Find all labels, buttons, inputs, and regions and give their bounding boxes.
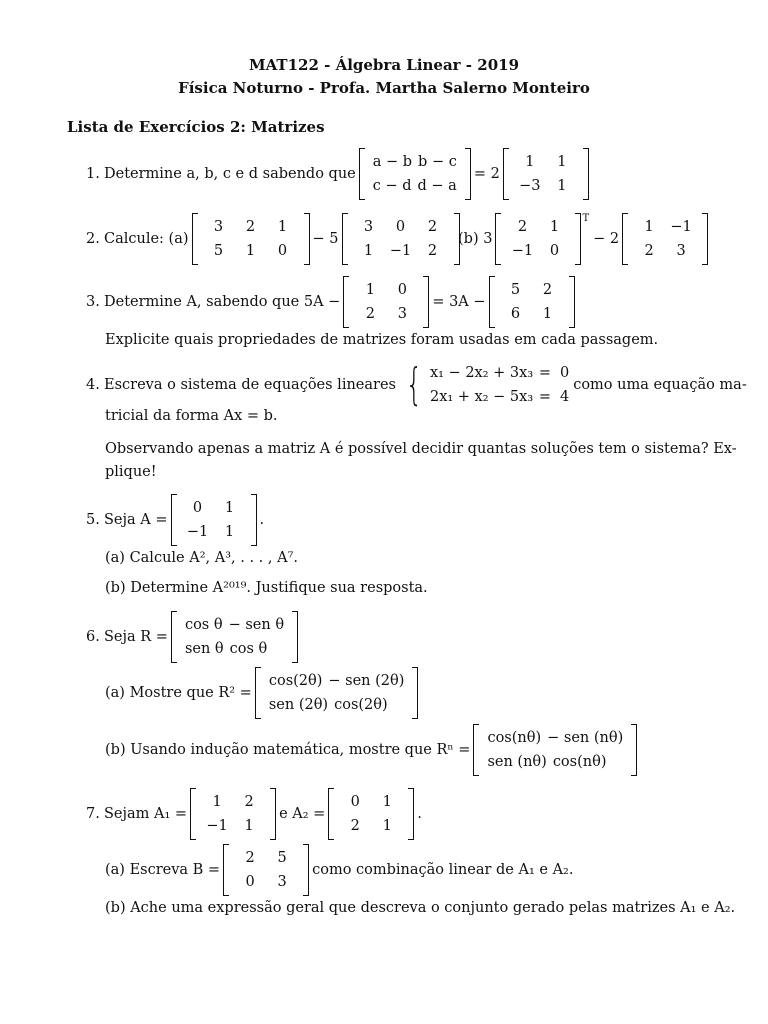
matrix-cell: 0 xyxy=(395,219,406,235)
matrix-row xyxy=(234,846,298,870)
matrix-row xyxy=(484,750,626,774)
system-equation xyxy=(430,361,569,385)
exercise-3 xyxy=(86,276,578,328)
right-bracket-icon xyxy=(270,788,276,840)
matrix-cell: 2 xyxy=(245,219,256,235)
matrix-cell: 0 xyxy=(245,874,255,890)
matrix-cell: cos(2θ) xyxy=(268,673,323,689)
exercise-text: e A₂ = xyxy=(279,806,326,822)
matrix-cell: 3 xyxy=(277,874,287,890)
matrix-row xyxy=(633,215,697,239)
matrix-cell: 2 xyxy=(542,282,553,298)
matrix xyxy=(328,788,414,840)
matrix-cell: − sen (2θ) xyxy=(328,673,405,689)
right-bracket-icon xyxy=(408,788,414,840)
left-brace-icon: { xyxy=(405,359,423,410)
matrix-cell: cos θ xyxy=(229,641,268,657)
matrix-cell: sen (nθ) xyxy=(487,754,547,770)
matrix xyxy=(255,667,419,719)
matrix-cell: d − a xyxy=(417,178,457,194)
matrix-cell: 2 xyxy=(365,306,375,322)
matrix-cell: 1 xyxy=(557,154,567,170)
matrix-cell: − sen θ xyxy=(228,617,285,633)
exercise-text: Seja A = xyxy=(104,512,168,528)
right-bracket-icon xyxy=(569,276,575,328)
matrix xyxy=(495,213,581,265)
subitem-a xyxy=(105,667,421,719)
matrix-cell: 3 xyxy=(363,219,374,235)
matrix-row xyxy=(354,278,418,302)
matrix-cell: 2 xyxy=(350,818,360,834)
exercise-number: 4. xyxy=(86,377,100,393)
right-bracket-icon xyxy=(292,611,298,663)
matrix-cell: 1 xyxy=(549,219,560,235)
matrix-cell: 1 xyxy=(244,818,254,834)
exercise-text: Calcule: (a) xyxy=(104,231,189,247)
exercise-text: Determine A, sabendo que 5A − xyxy=(104,294,341,310)
matrix-cell: 3 xyxy=(676,243,686,259)
matrix-body xyxy=(349,276,423,328)
matrix-body xyxy=(177,494,251,546)
matrix-cell: 1 xyxy=(224,524,235,540)
right-bracket-icon xyxy=(423,276,429,328)
matrix-body xyxy=(261,667,413,719)
exercise-text: Determine a, b, c e d sabendo que xyxy=(104,166,356,182)
subitem-b: (b) Ache uma expressão geral que descreva o conjunto gerado pelas matrizes A₁ e A₂. xyxy=(105,900,736,916)
matrix-row xyxy=(370,174,460,198)
matrix-cell: 0 xyxy=(192,500,203,516)
matrix xyxy=(190,788,276,840)
matrix-cell: 1 xyxy=(363,243,374,259)
matrix-cell: 1 xyxy=(382,794,392,810)
matrix-cell: cos(2θ) xyxy=(334,697,388,713)
matrix-row xyxy=(506,215,570,239)
exercise-paragraph: Observando apenas a matriz A é possível decidir quantas soluções tem o sistema? Ex- xyxy=(105,441,737,457)
matrix-row xyxy=(353,215,449,239)
matrix-row xyxy=(354,302,418,326)
exercise-1 xyxy=(86,148,592,200)
period: . xyxy=(417,806,422,822)
subitem-b: (b) Determine A²⁰¹⁹. Justifique sua resposta. xyxy=(105,580,428,596)
exercise-6 xyxy=(86,611,301,663)
matrix-cell: 0 xyxy=(549,243,560,259)
operator: − 5 xyxy=(312,231,339,247)
matrix-row xyxy=(182,496,246,520)
matrix-row xyxy=(339,790,403,814)
equals-sign: = 2 xyxy=(473,166,500,182)
right-bracket-icon xyxy=(631,724,637,776)
matrix-cell: 2 xyxy=(427,219,438,235)
exercise-paragraph: plique! xyxy=(105,464,157,480)
equation-rhs: 0 xyxy=(559,365,570,381)
matrix-cell: 3 xyxy=(213,219,224,235)
exercise-text: (b) Usando indução matemática, mostre que Rⁿ = xyxy=(105,742,471,758)
equation-eq: = xyxy=(538,389,552,405)
operator: − 2 xyxy=(593,231,620,247)
exercise-number: 3. xyxy=(86,294,100,310)
exercise-text: tricial da forma Ax = b. xyxy=(105,408,278,424)
period: . xyxy=(259,512,265,528)
exercise-text: Escreva o sistema de equações lineares xyxy=(104,377,396,393)
exercise-2b xyxy=(458,213,711,265)
matrix-row xyxy=(370,150,460,174)
exercise-4 xyxy=(86,361,747,409)
exercise-number: 5. xyxy=(86,512,100,528)
matrix-cell: 1 xyxy=(245,243,256,259)
matrix-cell: cos θ xyxy=(184,617,223,633)
matrix xyxy=(343,276,429,328)
matrix-cell: 1 xyxy=(277,219,288,235)
matrix xyxy=(223,844,309,896)
exercise-number: 6. xyxy=(86,629,100,645)
matrix-row xyxy=(339,814,403,838)
matrix-body xyxy=(501,213,575,265)
matrix-row xyxy=(182,613,287,637)
matrix-body xyxy=(334,788,408,840)
right-bracket-icon xyxy=(575,213,581,265)
matrix-cell: 1 xyxy=(557,178,567,194)
matrix-cell: −1 xyxy=(389,243,412,259)
exercise-number: 7. xyxy=(86,806,100,822)
subitem-a: (a) Calcule A², A³, . . . , A⁷. xyxy=(105,550,299,566)
matrix-cell: −1 xyxy=(206,818,228,834)
matrix xyxy=(171,611,298,663)
matrix-body xyxy=(229,844,303,896)
matrix-cell: 0 xyxy=(397,282,407,298)
system-equation xyxy=(430,385,569,409)
right-bracket-icon xyxy=(702,213,708,265)
matrix-cell: sen (2θ) xyxy=(268,697,329,713)
matrix-cell: 5 xyxy=(277,850,287,866)
equation-eq: = xyxy=(538,365,552,381)
matrix-cell: 1 xyxy=(382,818,392,834)
matrix-cell: −3 xyxy=(519,178,541,194)
matrix-body xyxy=(348,213,454,265)
matrix-row xyxy=(484,726,626,750)
exercise-5 xyxy=(86,494,264,546)
matrix-row xyxy=(514,174,578,198)
matrix-body xyxy=(198,213,304,265)
section-title: Lista de Exercícios 2: Matrizes xyxy=(67,118,325,136)
matrix-body xyxy=(495,276,569,328)
matrix-cell: 2 xyxy=(427,243,438,259)
right-bracket-icon xyxy=(412,667,418,719)
linear-system xyxy=(400,361,569,409)
matrix-cell: b − c xyxy=(418,154,457,170)
equation-lhs: x₁ − 2x₂ + 3x₃ xyxy=(429,365,534,381)
matrix-row xyxy=(500,302,564,326)
matrix-row xyxy=(201,790,265,814)
matrix xyxy=(473,724,637,776)
right-bracket-icon xyxy=(583,148,589,200)
matrix-cell: cos(nθ) xyxy=(552,754,607,770)
exercise-text: Seja R = xyxy=(104,629,168,645)
exercise-note: Explicite quais propriedades de matrizes foram usadas em cada passagem. xyxy=(105,332,659,348)
matrix-row xyxy=(234,870,298,894)
matrix-cell: 0 xyxy=(350,794,360,810)
matrix-cell: 2 xyxy=(517,219,528,235)
matrix-row xyxy=(203,215,299,239)
subitem-a xyxy=(105,844,573,896)
matrix-cell: − sen (nθ) xyxy=(547,730,624,746)
matrix xyxy=(489,276,575,328)
matrix-row xyxy=(266,669,408,693)
matrix-cell: 5 xyxy=(510,282,521,298)
matrix-row xyxy=(182,637,287,661)
subitem-b xyxy=(105,724,640,776)
matrix-row xyxy=(201,814,265,838)
matrix xyxy=(359,148,471,200)
exercise-2a xyxy=(86,213,463,265)
matrix-body xyxy=(509,148,583,200)
matrix-cell: a − b xyxy=(372,154,413,170)
matrix-row xyxy=(182,520,246,544)
exercise-text: = 3A − xyxy=(432,294,486,310)
equation-lhs: 2x₁ + x₂ − 5x₃ xyxy=(429,389,534,405)
matrix-cell: −1 xyxy=(670,219,692,235)
course-title: MAT122 - Álgebra Linear - 2019 xyxy=(249,56,519,74)
matrix-body xyxy=(479,724,631,776)
matrix-cell: c − d xyxy=(372,178,412,194)
exercise-text: (b) 3 xyxy=(458,231,493,247)
equation-rhs: 4 xyxy=(559,389,570,405)
right-bracket-icon xyxy=(251,494,257,546)
matrix-cell: 2 xyxy=(245,850,255,866)
exercise-text: (a) Mostre que R² = xyxy=(105,685,252,701)
matrix xyxy=(171,494,257,546)
matrix-row xyxy=(514,150,578,174)
matrix-body xyxy=(177,611,292,663)
exercise-number: 2. xyxy=(86,231,100,247)
matrix-cell: 1 xyxy=(644,219,654,235)
matrix-cell: 1 xyxy=(365,282,375,298)
exercise-text: como uma equação ma- xyxy=(573,377,747,393)
matrix xyxy=(192,213,310,265)
matrix-cell: 1 xyxy=(542,306,553,322)
right-bracket-icon xyxy=(304,213,310,265)
right-bracket-icon xyxy=(303,844,309,896)
matrix xyxy=(503,148,589,200)
matrix-row xyxy=(506,239,570,263)
matrix-cell: 1 xyxy=(525,154,535,170)
exercise-text: (a) Escreva B = xyxy=(105,862,221,878)
matrix-row xyxy=(353,239,449,263)
matrix-cell: −1 xyxy=(186,524,209,540)
matrix-cell: 5 xyxy=(213,243,224,259)
matrix-row xyxy=(500,278,564,302)
matrix-row xyxy=(203,239,299,263)
transpose-superscript: T xyxy=(582,213,590,224)
matrix xyxy=(622,213,708,265)
matrix-cell: 2 xyxy=(244,794,254,810)
matrix-cell: 0 xyxy=(277,243,288,259)
right-bracket-icon xyxy=(465,148,471,200)
exercise-text: como combinação linear de A₁ e A₂. xyxy=(312,862,574,878)
matrix-cell: 6 xyxy=(510,306,521,322)
matrix-body xyxy=(628,213,702,265)
matrix-body xyxy=(196,788,270,840)
matrix-cell: cos(nθ) xyxy=(487,730,542,746)
matrix-body xyxy=(365,148,465,200)
matrix-row xyxy=(266,693,408,717)
matrix-cell: 3 xyxy=(397,306,407,322)
exercise-text: Sejam A₁ = xyxy=(104,806,188,822)
matrix-cell: sen θ xyxy=(184,641,224,657)
matrix-cell: 1 xyxy=(212,794,222,810)
matrix-cell: 2 xyxy=(644,243,654,259)
exercise-7 xyxy=(86,788,422,840)
matrix xyxy=(342,213,460,265)
matrix-row xyxy=(633,239,697,263)
matrix-cell: 1 xyxy=(224,500,235,516)
matrix-cell: −1 xyxy=(511,243,534,259)
course-subtitle: Física Noturno - Profa. Martha Salerno Monteiro xyxy=(178,79,590,97)
exercise-number: 1. xyxy=(86,166,100,182)
